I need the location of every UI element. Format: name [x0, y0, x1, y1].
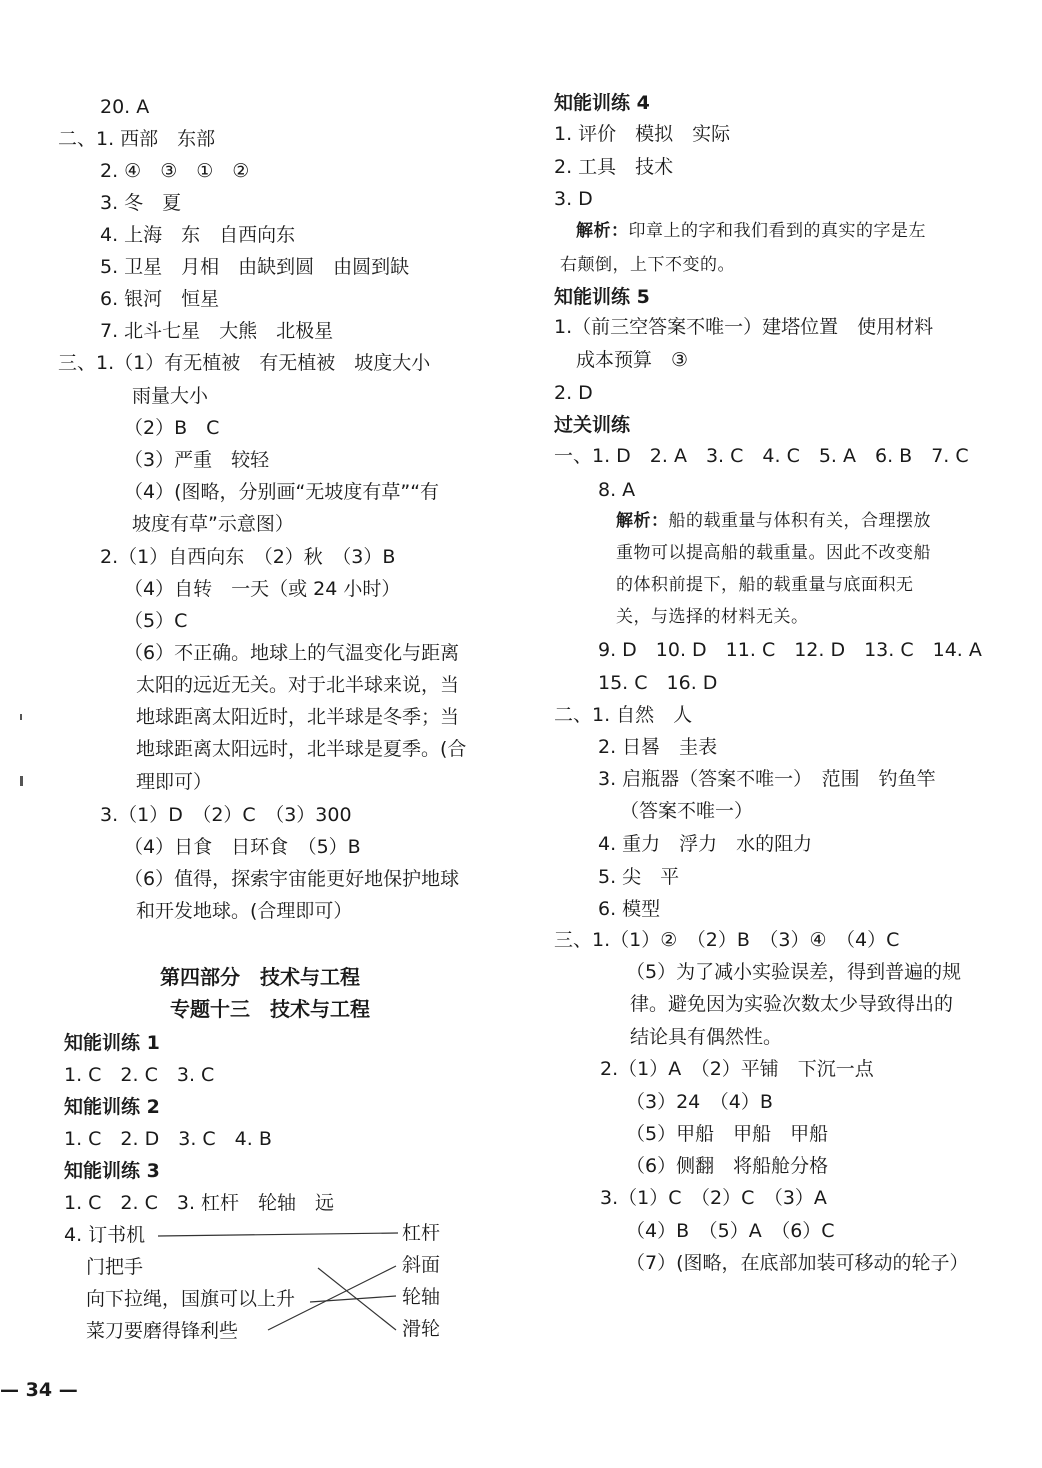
answer-line: 2. 工具 技术: [554, 156, 674, 178]
section-heading: 过关训练: [554, 414, 631, 436]
analysis-note: [616, 508, 931, 534]
answer-line: 1. C 2. C 3. 杠杆 轮轴 远: [64, 1192, 335, 1214]
match-line: [158, 1233, 398, 1236]
answer-line: 1.（前三空答案不唯一）建塔位置 使用材料: [554, 316, 934, 338]
answer-line: 6. 银河 恒星: [100, 288, 220, 310]
margin-mark: [20, 776, 23, 786]
answer-line: 坡度有草”示意图）: [132, 513, 294, 535]
match-left-item: 向下拉绳，国旗可以上升: [86, 1288, 296, 1310]
answer-line: 雨量大小: [132, 385, 209, 407]
answer-line: （4）B （5）A （6）C: [626, 1220, 835, 1242]
answer-line: （6）不正确。地球上的气温变化与距离: [124, 642, 460, 664]
answer-line: 9. D 10. D 11. C 12. D 13. C 14. A: [598, 639, 982, 661]
answer-line: 三、1.（1）② （2）B （3）④ （4）C: [554, 929, 900, 951]
answer-line: 一、1. D 2. A 3. C 4. C 5. A 6. B 7. C: [554, 445, 969, 467]
analysis-text: 船的载重量与体积有关，合理摆放: [668, 511, 931, 531]
answer-line: 6. 模型: [598, 898, 661, 920]
analysis-label: 解析：: [616, 511, 669, 531]
answer-line: 地球距离太阳近时，北半球是冬季；当: [136, 706, 460, 728]
analysis-text: 印章上的字和我们看到的真实的字是左: [628, 221, 926, 241]
analysis-text: 重物可以提高船的载重量。因此不改变船: [616, 543, 931, 563]
answer-line: 3. 冬 夏: [100, 192, 182, 214]
page-number-value: 34: [25, 1379, 53, 1401]
section-heading: 知能训练 4: [554, 92, 650, 114]
answer-line: 7. 北斗七星 大熊 北极星: [100, 320, 334, 342]
answer-line: （4）自转 一天（或 24 小时）: [124, 578, 401, 600]
answer-line: （3）24 （4）B: [626, 1091, 773, 1113]
answer-line: （4）(图略，分别画“无坡度有草”“有: [124, 481, 440, 503]
margin-mark: [20, 714, 22, 720]
answer-line: 结论具有偶然性。: [630, 1026, 783, 1048]
part-title: 第四部分 技术与工程: [160, 965, 360, 989]
answer-line: 和开发地球。(合理即可）: [136, 900, 353, 922]
analysis-text: 右颠倒，上下不变的。: [560, 255, 735, 275]
answer-line: （5）甲船 甲船 甲船: [626, 1123, 829, 1145]
answer-line: 4. 重力 浮力 水的阻力: [598, 833, 813, 855]
match-right-item: 轮轴: [402, 1286, 441, 1308]
answer-line: （5）C: [124, 610, 188, 632]
answer-line: 二、1. 自然 人: [554, 704, 693, 726]
answer-line: 5. 尖 平: [598, 866, 680, 888]
answer-line: 2. 日晷 圭表: [598, 736, 718, 758]
answer-line: 8. A: [598, 479, 636, 501]
match-line: [310, 1296, 396, 1302]
answer-line: 15. C 16. D: [598, 672, 718, 694]
answer-line: 1. C 2. C 3. C: [64, 1064, 215, 1086]
analysis-text: 的体积前提下，船的载重量与底面积无: [616, 575, 914, 595]
section-heading: 知能训练 2: [64, 1096, 160, 1118]
answer-line: 5. 卫星 月相 由缺到圆 由圆到缺: [100, 256, 410, 278]
match-right-item: 斜面: [402, 1254, 441, 1276]
section-heading: 知能训练 5: [554, 286, 650, 308]
section-heading: 知能训练 1: [64, 1032, 160, 1054]
match-left-item: 4. 订书机: [64, 1224, 146, 1246]
answer-line: （5）为了减小实验误差，得到普遍的规: [626, 961, 962, 983]
answer-line: 3. 启瓶器（答案不唯一） 范围 钓鱼竿: [598, 768, 936, 790]
answer-line: （6）值得，探索宇宙能更好地保护地球: [124, 868, 460, 890]
match-right-item: 杠杆: [402, 1222, 441, 1244]
answer-line: 三、1.（1）有无植被 有无植被 坡度大小: [58, 352, 431, 374]
match-left-item: 门把手: [86, 1256, 144, 1278]
answer-line: 1. 评价 模拟 实际: [554, 123, 731, 145]
answer-line: 2. ④ ③ ① ②: [100, 160, 250, 182]
answer-line: 地球距离太阳远时，北半球是夏季。(合: [136, 738, 467, 760]
answer-line: 成本预算 ③: [576, 349, 689, 371]
section-heading: 知能训练 3: [64, 1160, 160, 1182]
match-right-item: 滑轮: [402, 1318, 441, 1340]
match-left-item: 菜刀要磨得锋利些: [86, 1320, 239, 1342]
page-number: — 34 —: [0, 1379, 78, 1401]
answer-line: （3）严重 较轻: [124, 449, 270, 471]
answer-line: 4. 上海 东 自西向东: [100, 224, 296, 246]
answer-line: 20. A: [100, 96, 150, 118]
answer-line: 二、1. 西部 东部: [58, 128, 216, 150]
answer-line: 3. D: [554, 188, 593, 210]
answer-line: 2. D: [554, 382, 593, 404]
answer-line: 2.（1）A （2）平铺 下沉一点: [600, 1058, 874, 1080]
answer-line: （4）日食 日环食 （5）B: [124, 836, 361, 858]
answer-line: 太阳的远近无关。对于北半球来说，当: [136, 674, 460, 696]
analysis-note: [576, 218, 926, 244]
topic-title: 专题十三 技术与工程: [170, 997, 370, 1021]
analysis-label: 解析：: [576, 221, 629, 241]
answer-line: 1. C 2. D 3. C 4. B: [64, 1128, 272, 1150]
match-line: [268, 1266, 396, 1330]
answer-line: 3.（1）D （2）C （3）300: [100, 804, 352, 826]
analysis-text: 关，与选择的材料无关。: [616, 607, 809, 627]
answer-line: （7）(图略，在底部加装可移动的轮子）: [626, 1252, 969, 1274]
answer-line: 3.（1）C （2）C （3）A: [600, 1187, 827, 1209]
answer-line: （2）B C: [124, 417, 220, 439]
answer-line: （答案不唯一）: [620, 800, 754, 822]
answer-line: （6）侧翻 将船舱分格: [626, 1155, 829, 1177]
answer-line: 2.（1）自西向东 （2）秋 （3）B: [100, 546, 396, 568]
answer-line: 律。避免因为实验次数太少导致得出的: [630, 993, 954, 1015]
answer-line: 理即可）: [136, 771, 213, 793]
